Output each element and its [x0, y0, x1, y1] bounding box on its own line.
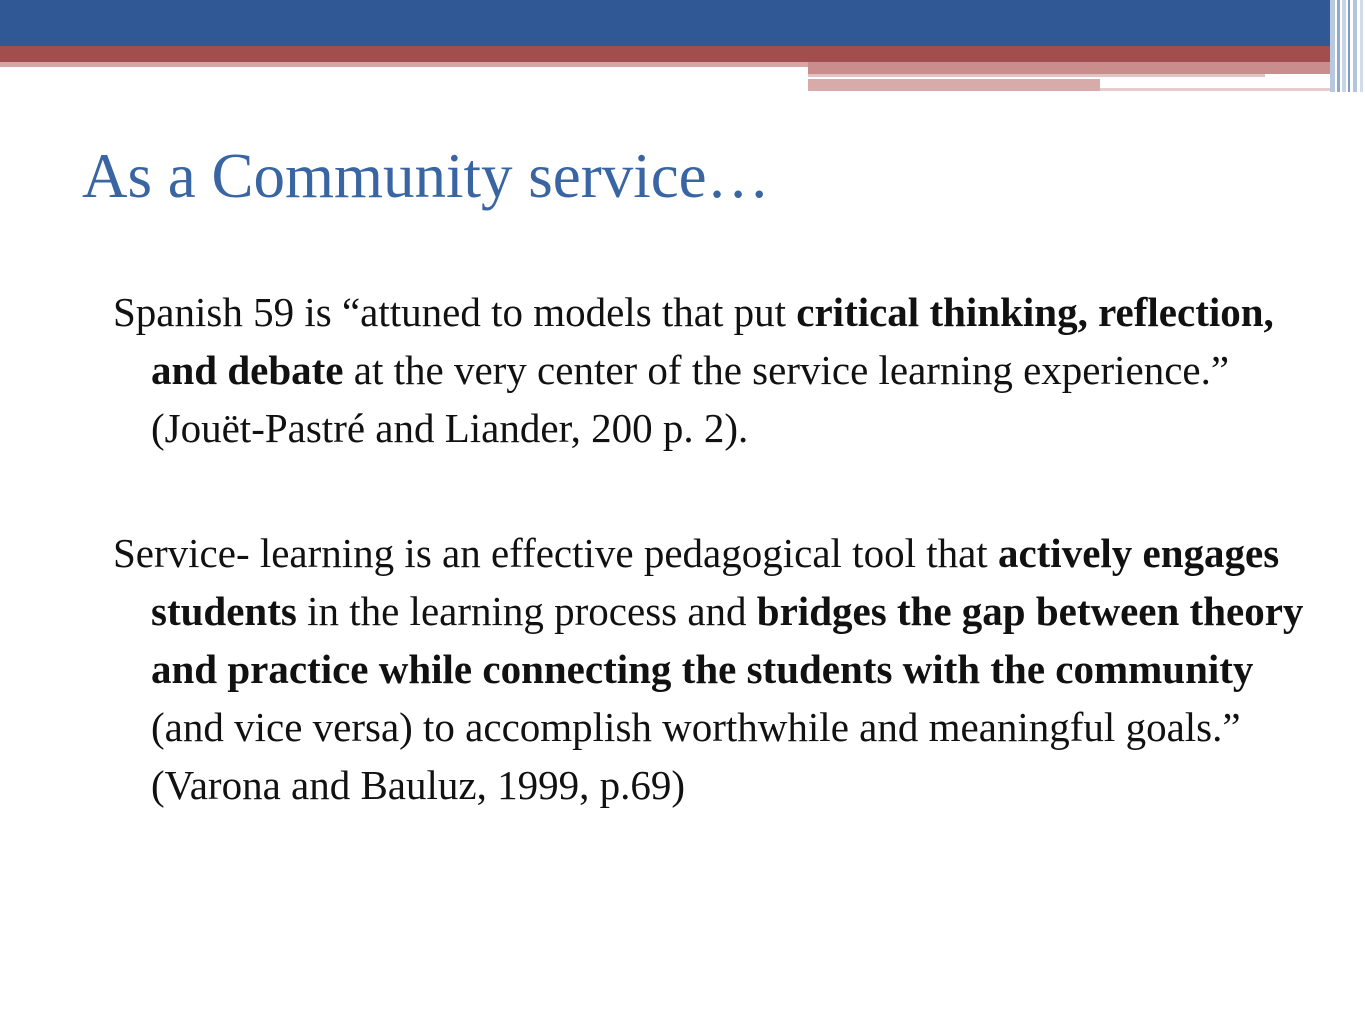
- header-vertical-stripe: [1337, 0, 1340, 92]
- paragraph-spanish-59: [113, 283, 1313, 457]
- slide-title: As a Community service…: [82, 141, 770, 211]
- header-pink-band: [808, 62, 1330, 74]
- text-run: at the very center of the service learning experience.” (Jouët-Pastré and Liander, 200 p. 2).: [151, 347, 1230, 451]
- text-run: Service- learning is an effective pedagogical tool that: [113, 530, 998, 576]
- header-vertical-stripe: [1353, 0, 1357, 92]
- header-vertical-stripe: [1342, 0, 1346, 92]
- text-run: Spanish 59 is “attuned to models that put: [113, 289, 797, 335]
- header-vertical-stripe: [1360, 0, 1363, 92]
- slide-body: [113, 283, 1313, 881]
- header-pink-band: [808, 79, 1100, 91]
- bold-text-run: bridges the gap between theory and practice while connecting the students with the community: [151, 588, 1304, 692]
- header-red-band: [0, 46, 1330, 62]
- bold-text-run: actively engages students: [151, 530, 1280, 634]
- text-run: in the learning process and: [296, 588, 757, 634]
- header-thin-line: [808, 74, 1265, 77]
- bold-text-run: critical thinking, reflection, and debate: [151, 289, 1274, 393]
- header-vertical-stripe: [1330, 0, 1335, 92]
- paragraph-service-learning: [113, 524, 1313, 814]
- header-pink-band: [0, 62, 808, 67]
- text-run: (and vice versa) to accomplish worthwhile and meaningful goals.” (Varona and Bauluz, 1999, p.69): [151, 704, 1241, 808]
- header-thin-line: [1100, 88, 1330, 91]
- header-blue-band: [0, 0, 1330, 46]
- header-vertical-stripe: [1348, 0, 1350, 92]
